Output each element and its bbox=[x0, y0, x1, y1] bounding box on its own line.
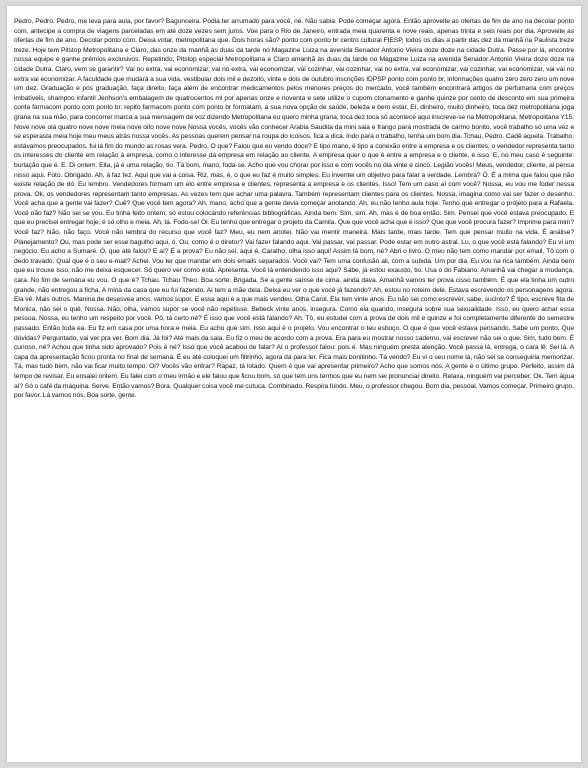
transcript-text: Pedro, Pedro. Pedro, me leva para aula, por favor? Bagunceira. Podia ter arrumado para você, né. Não sabia. Pode começar agora. Então aproveite as ofertas de fim de ano na decolar ponto com, antecipe a compra de viagens parceladas em até doze vezes sem juros. Voe para o Rio de Janeiro, entrada meia quarenta e nove reais, apenas trinta e seis reais por dia. Aproveite as ofertas de fim de ano. Decolar ponto com. Deixa votar, metropolitana que. Dois horas são? ponto com ponto br centro cultural FIESP, todos os dias a partir das dez da manhã na Paulista treze treze. Hoje tem Pitstop Metropolitana e Claro, das onze da manhã às duas da tarde no Magazine Luiza na avenida Senador Antonio Vieira doze doze na cidade Dutra. Passe por lá, encontre nossa equipe e ganhe prêmios exclusivos. Repetindo, Pitstop especial Metropolitana e Claro amanhã às duas da tarde no Magazine Luiza na avenida Senador Antonio Vieira doze doze na cidade Dutra. Claro, vem se garantir? Vai no extra, vai economizar, vai no extra, vai economizar, vai cozinhar, vai cozinhar, vai no extra, vai economizar, vai cozinhar, vai economizar, vai vai no extra vai economizar. A faculdade que mudará a sua vida, vestibular dois mil e dezoito, vinte e dois de outubro inscrições IDPSP ponto com ponto br, informações quatro zero zero zero um nove um dez. Graduação e pós graduação, faça direito, faça além de encontrar medicamentos pelos menores preços do mercado, você também encontrará artigos de perfumaria com preços imbatíveis, shampoo infantil Jenhson's embalagem de quatrocentos ml por apenas onze e noventa e sete utilize o cupom ctonamento e ganhe quinze por cento de desconto em sua primeira conta farmacom ponto com ponto br, repito farmacom ponto com ponto br formatam, a sua nova opção de saúde, beleza e bem estar. Eí, dinheiro, muito dinheiro, toca dez metropolitana joga grana na sua mão, para concorrer marca a sua mensagem de voz dizendo Metropolitana eu quero minha grana, toca dez toca só acontece aqui inscreve-se na Metropolitana. Metropolitana Y15. Nove nove olá quatro nove nove meia nove oito nove nove Nossa vocês, vocês vão conhecer Arabia Saudita da mini saia e frango para mostrada de carmo bonito, você trabalho só uma vez e se esperasta meia hoje meu meus atrás nossa vocês. As pessoas querem pensar na roupa do ícoisos, fica a dica. Indo para o trabalho, tenha um bom dia. Tchau, Pedro. Cadê aquela. Trabalho, estávamos preocupados, fui lá fim do mundo as rosas vera. Pedro. O que? Falou que eu vendo doce? E tipo mano, é tipo a conexão entre a empresa e os clientes, o vendedor representa tanto os interesses do cliente em relação à empresa, como o interesse da empresa em relação ao cliente. A empresa quer o que é entre a empresa e o cliente, é isso. E, no meu caso é seguinte: burlação que é. E. Di ontem. Eita, já é uma relação, tio. Tá bom, mano, foda-se. Acho que vou chorar por isso e com vocês no dia vinte e cinco. Legião vocês! Meus, vendedor, cliente, ai pensa nisso aqui. Foto. Obrigado. Ah, á faz fez. Aqui que vai a coisa. Riz, mas, é, o que eu faz é muito simples. Eu inventei um objetivo para falar a verdade. Lembra? Ó. É a mima que falou que não existe relação de dó. Eu lembro. Vendedores formam um elo entre empresa e clientes, representa a empresa e os clientes. Isso! Tem um caso aí com você? Nossa, eu vou me foder nessa prova. Ok, os vendedores representam tanto empresas. As vezes tem que achar uma palavra. Também representam clientes para os clientes. Nossa, imagina como vai ser fazer o desenho. Você acha que a gente vai fazer? Cuê? Que você tem agora? Ah, mano, acho que a gente devia começar anotando. Ah, eu não tenho aula hoje. Tenho que entregar o projeto para a Rafaela. Você não faz? Não sei se vou. Eu tinha feito ontem, só estou colocando referências bibliográficas. Ainda bem. Sim, sim. Ah, mas é de boa então. Sim. Pensei que você estava preocupado. E que eu precisei entregar hoje, é só olho e meia. Ah, tá. Fodo-se! Oi. Eu tenho que entregar o projeto da Camila. Que que você acha que é isso? Que que você procura fazer? Imprime para mim? Você faz? Não, não faço. Você não lembra do recurso que você faz? Meu, eu nem anotei. Não vai mentir maneira. Mais tarde, mais tarde. Tem que pensar muito na vida. É análise? Planejamento? Ou, mas pode ser esse bagulho aqui, ó. Ou, como é o diretor? Vai fazer falando aqui. Vai passar, vai passar. Pode estar em outro astral. Lu, o que você está falando? Eu vi um negócio. Eu acho a Sumaré. Ó, que até falou? E aí? É a prova? Eu não sei, aqui é. Caralho, olha isso aqui! Assim tá bom, né? Abri o livro. O meu não tem como mandar por email. Tô com o dedo travado. Qual que é o seu e-mail? Achei. Vou ter que mandar em dois emails separados. Você vai? Tem uma confusão ali, com a subida. Um por dia. Eu vou na rica também. Ainda bem que eu trouxe isso, não me deixa esquecer. Só quero ver como está. Apresenta. Você lá entendendo isso aqui? Sabe, já estou exausto, tio. Usa o do Fabiano. Amanhã vai chegar a mudança, cara. No fim de semana eu vou. O que é? Tchau. Tchau Theo. Boa sorte. Brigada. Se a gente saísse de cima, ainda dava. Amanhã vamos ter prova cisso também. É que ela tinha um outro grande, não entregou a ficha. A mina da casa que eu fui fazendo. Aí tem a mãe dela. Deixa eu ver o que você já fazendo? Ah, estou no roteiro dele. Estava escrevendo os personagens agora. Ela vê. Mais outros. Manina de desesvea anos, vamos supor. E essa aqui é a que mais vendeu. Olha Carol. Ela tem vinte anos. Eu não sei como escrever, sabe, sucinto? É tipo, escreve fita de Monica, não sei o quê. Nossa. Não, olha, vamos supor se você não repetisse. Bebeck vinte anos, insegura. Como ela quando, insegura sobre sua sexualidade. Isso, eu quero achar essa pessoa. Nossa, eu tenho um respeito por você. Pô, tá certo né? É isso que você está falando? Ah. Tô, eu estudei com a prova de dois mil e quinze e foi completamente diferente do semestre passado. Então toda ea. Eu fiz em casa por uma hora e meia. Eu acho que sim. Isso aqui é o projeto. Vou encontrar o teu esboço. O que é que você estava pensando. Sabe um ponto. Que dúvidas? Perguntado, vai ver pra ver. Bom dia. Já foi? Até mais da sala. Eu fiz o meu de acordo com a prova. Era para eu mostrar nosso caderno, vai escrever não sei o que. Sim, tudo bem. É curioso, né? Achou que tinha sido aprovado? Pois é né? Isso que você acabou de falar? Aí o professor falou: pois é. Mas ninguém presta atenção. Você passa lá, entrega, o cara lê. Sei lá. A capa da apresentação ficou pronta no final de semana. É eu até coloquei um filtrinho, agora dá para ler. Fica mais bonitinho. Tá vendo? Eu vi o seu nome lá, não sei se conseguiria memorizar. Tá, mas tudo bem, não vai ficar muito tempo. Oi? Vocês vão entrar? Rapaz, tá lotado. Quem é que vai apresentar primeiro? Acho que somos nós. A gente é o último grupo. Perfeito, assim dá tempo de revisar. Eu ensaiei ontem. Eu falei com o meu irmão e ele falou que ficou bom, só que tem uns termos que eu nem sei pronunciar direito. Relaxa, ninguém vai perceber. Ok. Tem água aí? Só o café da máquina. Serve. Então vamos? Bora. Qualquer coisa você me cutuca. Combinado. Respira fundo. Meu, o professor chegou. Bom dia, pessoal. Vamos começar. Primeiro grupo, por favor. Lá vamos nós. Boa sorte, gente. bbox=[14, 18, 574, 400]
document-page bbox=[7, 6, 581, 762]
